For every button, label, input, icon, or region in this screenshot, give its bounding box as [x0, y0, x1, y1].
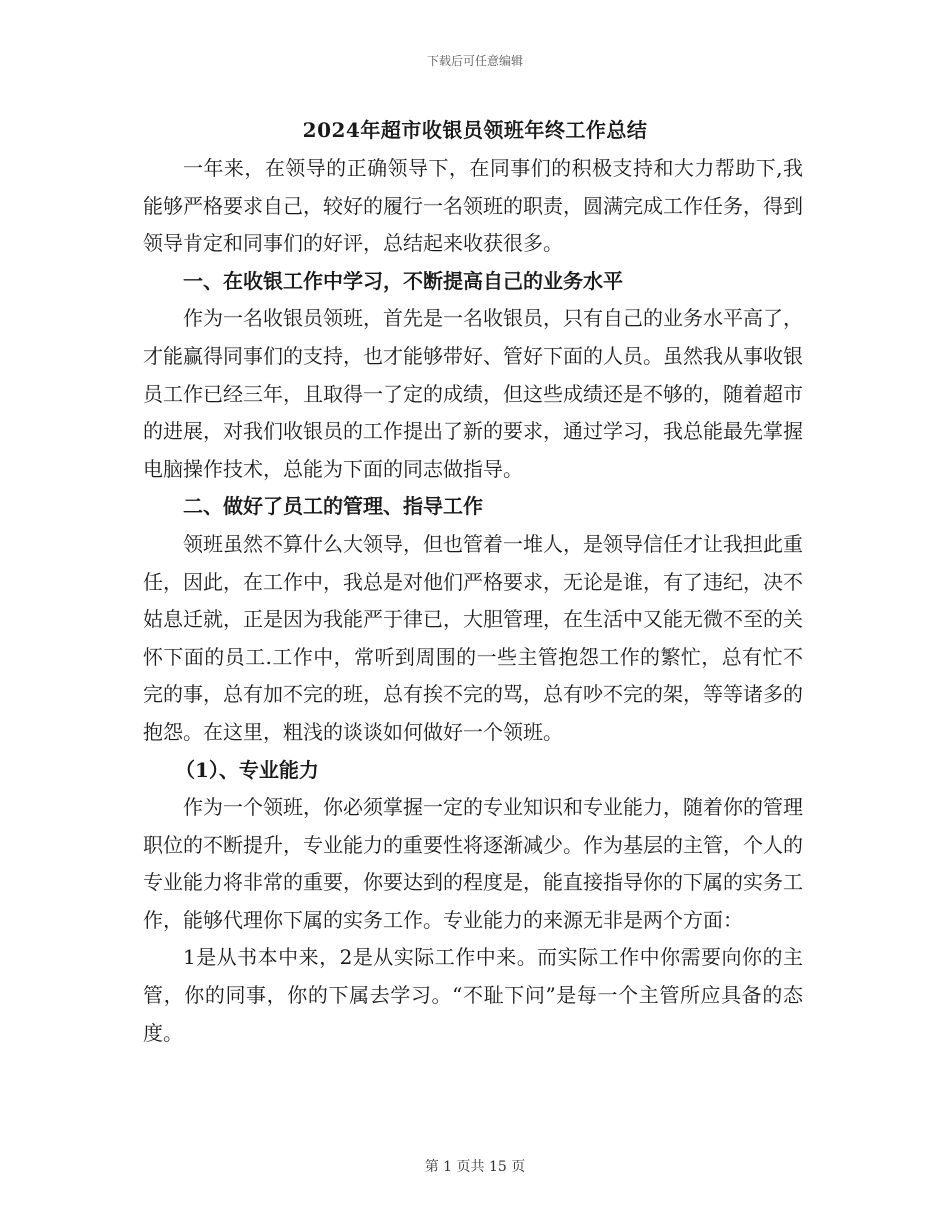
document-title: 2024年超市收银员领班年终工作总结 — [302, 118, 648, 142]
body-paragraph: 领班虽然不算什么大领导，但也管着一堆人，是领导信任才让我担此重任，因此，在工作中，我总是对他们严格要求，无论是谁，有了违纪，决不姑息迁就，正是因为我能严于律已，大胆管理，在生活中又能无微不至的关怀下面的员工.工作中，常听到周围的一些主管抱怨工作的繁忙，总有忙不完的事，总有加不完的班，总有挨不完的骂，总有吵不完的架，等等诸多的抱怨。在这里，粗浅的谈谈如何做好一个领班。 — [143, 531, 803, 744]
section-heading-2: 二、做好了员工的管理、指导工作 — [183, 494, 483, 519]
subsection-heading-1: （1）、专业能力 — [175, 757, 319, 782]
page-number: 第 1 页共 15 页 — [424, 1159, 526, 1175]
intro-paragraph: 一年来，在领导的正确领导下，在同事们的积极支持和大力帮助下,我能够严格要求自己，较好的履行一名领班的职责，圆满完成工作任务，得到领导肯定和同事们的好评，总结起来收获很多。 — [143, 156, 803, 256]
document-body — [143, 150, 803, 1052]
body-paragraph: 作为一名收银员领班，首先是一名收银员，只有自己的业务水平高了，才能赢得同事们的支持，也才能够带好、管好下面的人员。虽然我从事收银员工作已经三年，且取得一了定的成绩，但这些成绩还是不够的，随着超市的进展，对我们收银员的工作提出了新的要求，通过学习，我总能最先掌握电脑操作技术，总能为下面的同志做指导。 — [143, 306, 803, 481]
body-paragraph: 1是从书本中来，2是从实际工作中来。而实际工作中你需要向你的主管，你的同事，你的下属去学习。“不耻下问”是每一个主管所应具备的态度。 — [143, 945, 803, 1045]
header-note: 下载后可任意编辑 — [426, 54, 523, 68]
body-paragraph: 作为一个领班，你必须掌握一定的专业知识和专业能力，随着你的管理职位的不断提升，专业能力的重要性将逐渐减少。作为基层的主管，个人的专业能力将非常的重要，你要达到的程度是，能直接指导你的下属的实务工作，能够代理你下属的实务工作。专业能力的来源无非是两个方面： — [143, 795, 803, 932]
section-heading-1: 一、在收银工作中学习，不断提高自己的业务水平 — [183, 268, 623, 293]
